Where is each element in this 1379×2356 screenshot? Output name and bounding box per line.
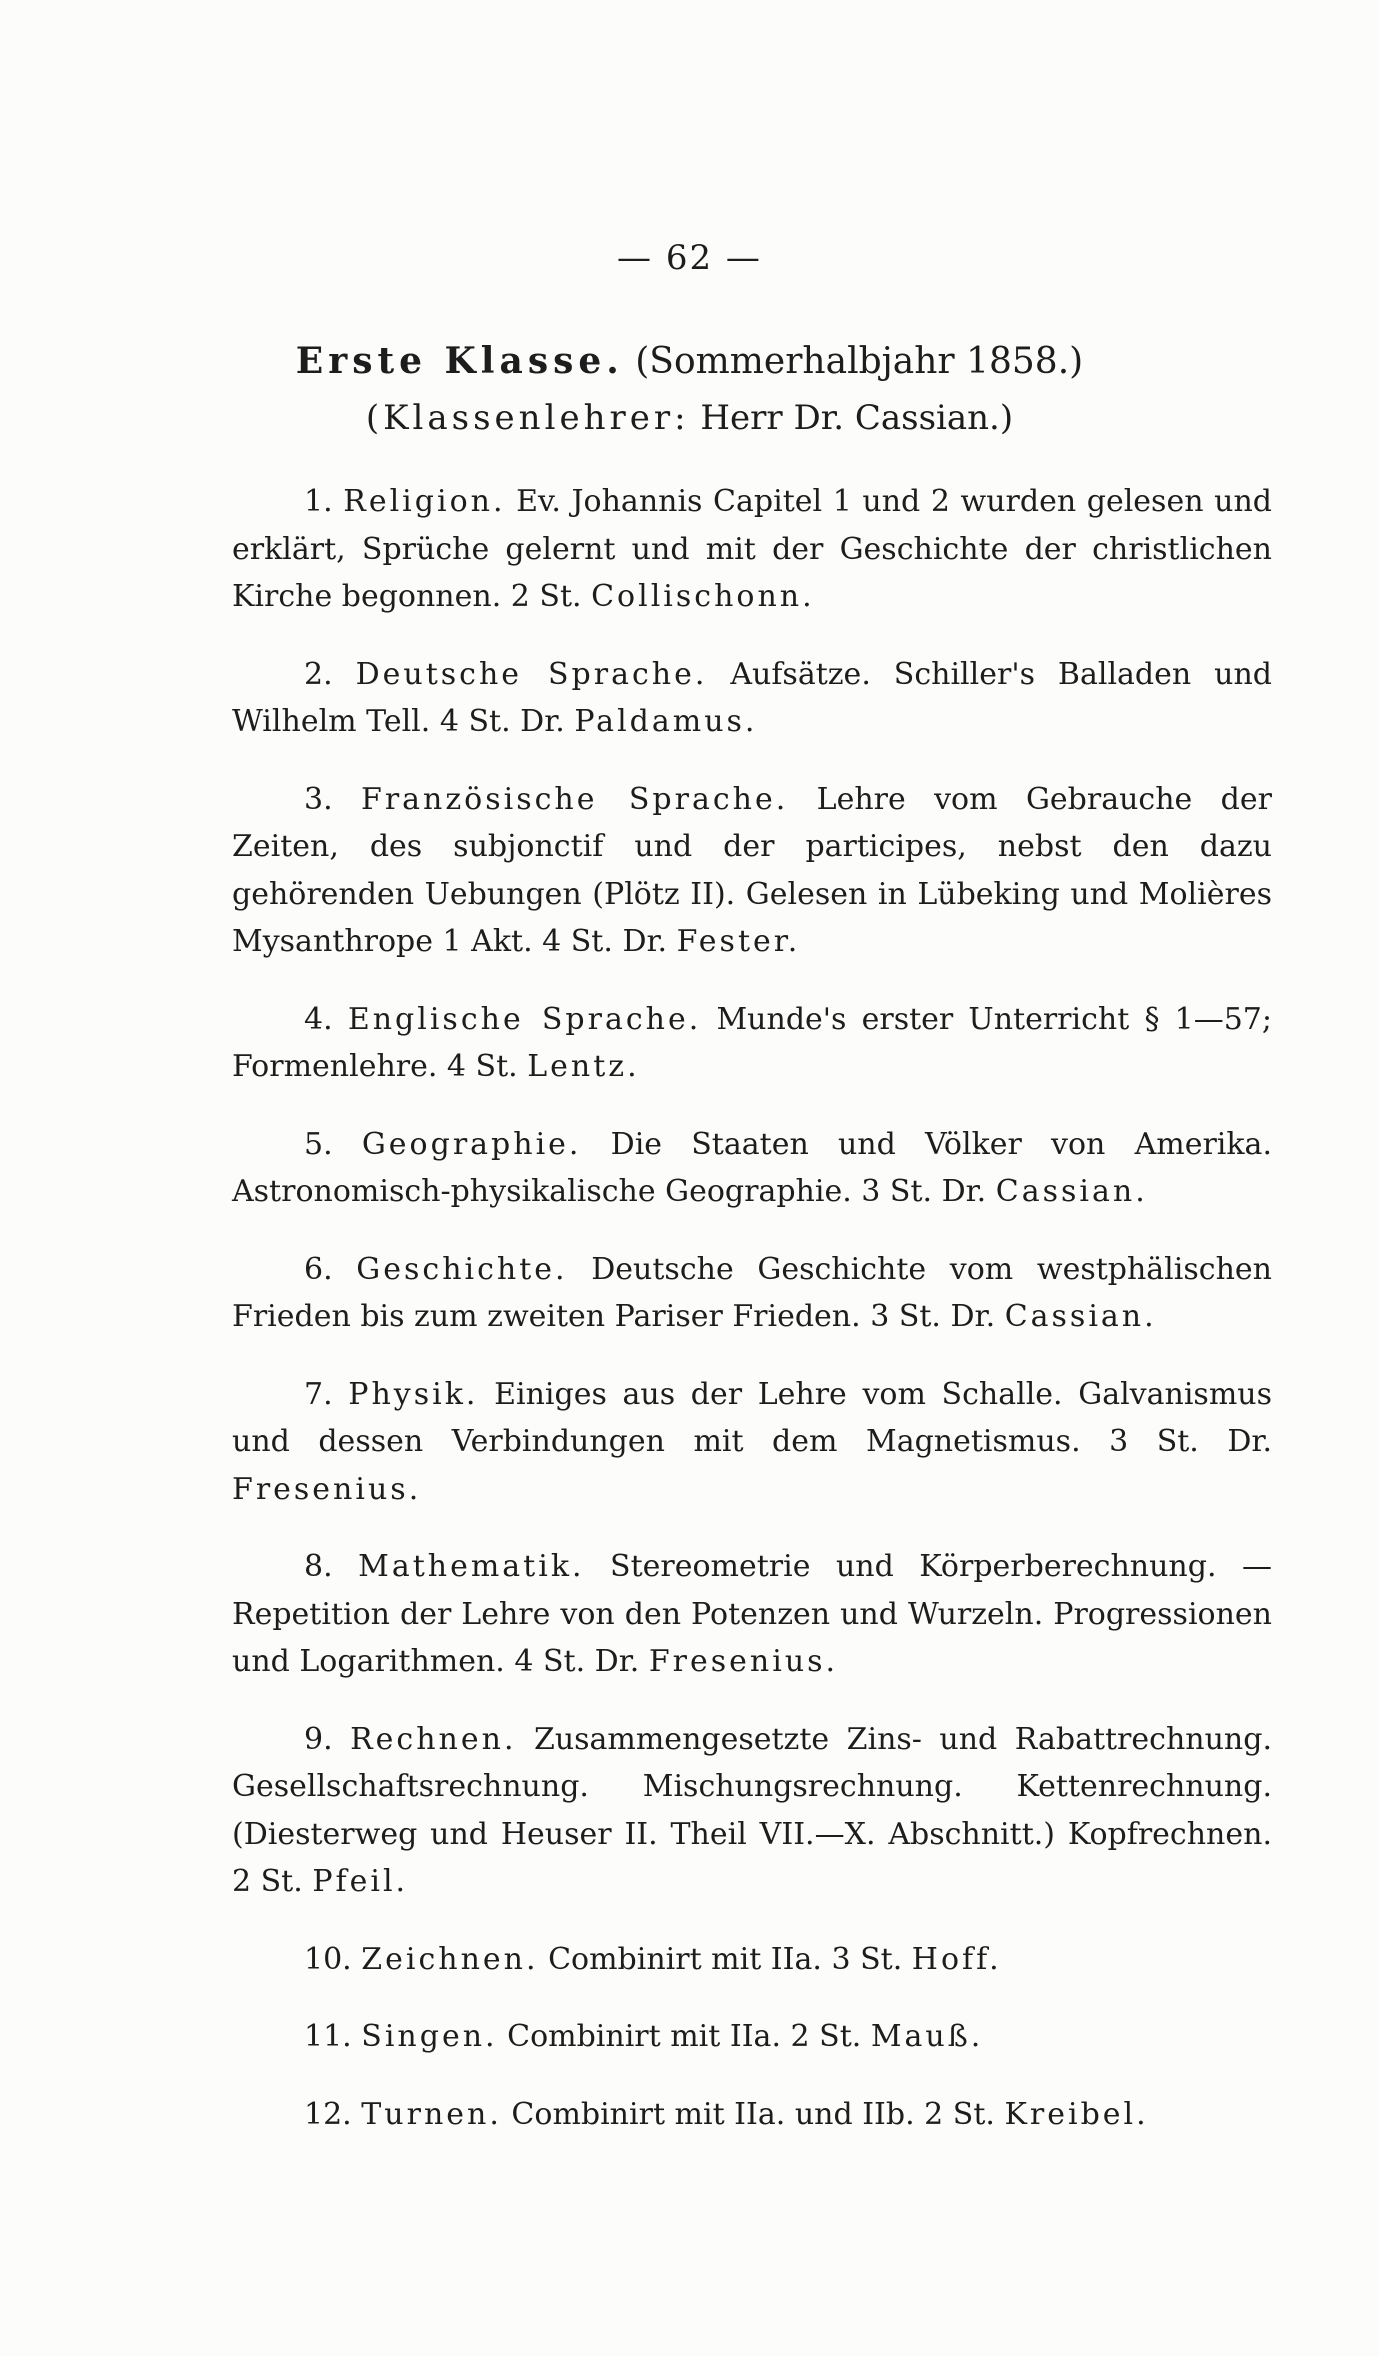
subject-item-3 [232, 776, 1272, 966]
subject-description: Ev. Johannis Capitel 1 und 2 wurden gelesen und erklärt, Sprüche gelernt und mit der Geschichte der christlichen Kirche begonnen. 2 St. [232, 484, 1272, 614]
item-number: 1. [304, 484, 333, 519]
item-number: 12. [304, 2096, 352, 2132]
class-teacher-line [0, 398, 1379, 438]
subject-item-8 [232, 1543, 1272, 1686]
subject-name: Mathematik. [358, 1549, 585, 1584]
subject-description: Aufsätze. Schiller's Balladen und Wilhelm Tell. 4 St. Dr. [232, 656, 1272, 739]
item-number: 3. [304, 781, 333, 817]
subject-item-2 [232, 651, 1272, 746]
subject-description: Munde's erster Unterricht § 1—57; Formenlehre. 4 St. [232, 1001, 1273, 1084]
subject-name: Englische Sprache. [347, 1001, 702, 1037]
subject-item-5 [232, 1121, 1272, 1216]
subject-description: Zusammengesetzte Zins- und Rabattrechnung. Gesellschaftsrechnung. Mischungsrechnung. Kettenrechnung. (Diesterweg und Heuser II. Theil VII.—X. Abschnitt.) Kopfrechnen. 2 St. [232, 1721, 1272, 1899]
subject-item-6 [232, 1246, 1272, 1341]
subject-description: Lehre vom Gebrauche der Zeiten, des subjonctif und der participes, nebst den dazu gehörenden Uebungen (Plötz II). Gelesen in Lübeking und Molières Mysanthrope 1 Akt. 4 St. Dr. [232, 781, 1272, 959]
subject-item-10 [232, 1936, 1272, 1984]
subject-description: Einiges aus der Lehre vom Schalle. Galvanismus und dessen Verbindungen mit dem Magnetismus. 3 St. Dr. [232, 1376, 1272, 1459]
item-number: 7. [304, 1376, 333, 1412]
item-number: 11. [304, 2019, 352, 2054]
subject-description: Die Staaten und Völker von Amerika. Astronomisch-physikalische Geographie. 3 St. Dr. [232, 1126, 1272, 1209]
teacher-name: Cassian. [1004, 1299, 1157, 1334]
subject-name: Singen. [361, 2019, 498, 2054]
teacher-name: Collischonn. [591, 579, 815, 614]
term-label: (Sommerhalbjahr 1858.) [635, 341, 1084, 382]
subject-name: Zeichnen. [361, 1941, 539, 1977]
subject-name: Physik. [348, 1376, 479, 1412]
item-number: 6. [304, 1251, 333, 1287]
item-number: 5. [304, 1126, 333, 1162]
subject-name: Geographie. [361, 1126, 582, 1162]
teacher-name: Fester. [676, 924, 801, 959]
teacher-name: Kreibel. [1004, 2096, 1149, 2132]
subject-item-12 [232, 2091, 1272, 2139]
class-heading [0, 340, 1379, 382]
subject-description: Stereometrie und Körperberechnung. — Repetition der Lehre von den Potenzen und Wurzeln. Progressionen und Logarithmen. 4 St. Dr. [232, 1549, 1272, 1679]
subject-description: Combinirt mit IIa. 2 St. [507, 2019, 862, 2054]
subject-name: Rechnen. [350, 1721, 517, 1757]
subject-name: Deutsche Sprache. [355, 656, 708, 692]
subject-item-7 [232, 1371, 1272, 1514]
teacher-name: Cassian. [995, 1174, 1148, 1209]
subject-item-9 [232, 1716, 1272, 1906]
subject-description: Deutsche Geschichte vom westphälischen Frieden bis zum zweiten Pariser Frieden. 3 St. Dr. [232, 1251, 1272, 1334]
subject-name: Turnen. [361, 2096, 502, 2132]
teacher-name: Lentz. [527, 1049, 640, 1084]
item-number: 2. [304, 656, 333, 692]
subject-item-1 [232, 478, 1272, 621]
teacher-name: Pfeil. [312, 1864, 409, 1899]
class-teacher-name: Herr Dr. Cassian.) [700, 398, 1014, 438]
item-number: 8. [304, 1549, 333, 1584]
subject-item-4 [232, 996, 1272, 1091]
subject-item-11 [232, 2013, 1272, 2061]
page-number: — 62 — [617, 238, 762, 278]
subject-description: Combinirt mit IIa. 3 St. [548, 1941, 903, 1977]
teacher-name: Paldamus. [574, 704, 758, 739]
subject-name: Französische Sprache. [361, 781, 789, 817]
subject-name: Geschichte. [356, 1251, 568, 1287]
subject-list [232, 448, 1272, 2152]
item-number: 4. [304, 1001, 333, 1037]
item-number: 10. [304, 1941, 352, 1977]
teacher-name: Mauß. [870, 2019, 984, 2054]
subject-description: Combinirt mit IIa. und IIb. 2 St. [511, 2096, 995, 2132]
class-title: Erste Klasse. [295, 340, 624, 382]
item-number: 9. [304, 1721, 333, 1757]
teacher-name: Fresenius. [648, 1644, 839, 1679]
teacher-name: Fresenius. [232, 1471, 422, 1507]
teacher-name: Hoff. [911, 1941, 1002, 1977]
subject-name: Religion. [343, 484, 506, 519]
class-teacher-prefix: (Klassenlehrer: [365, 398, 690, 438]
